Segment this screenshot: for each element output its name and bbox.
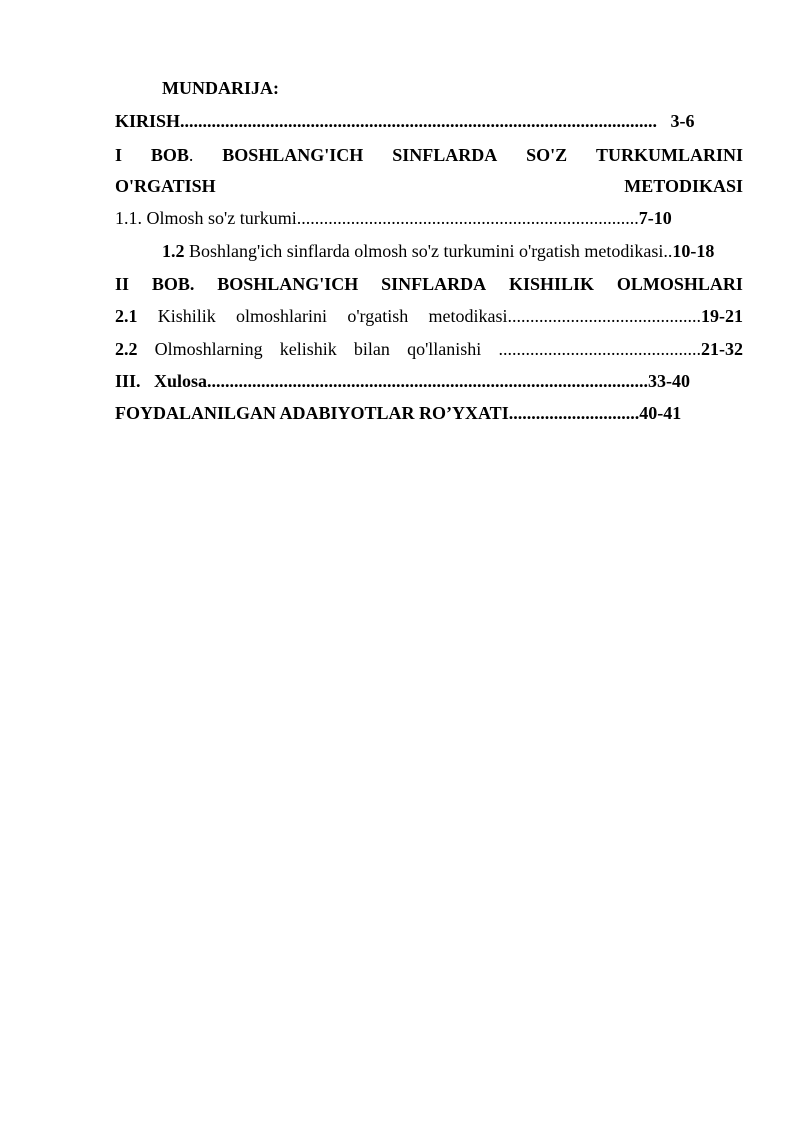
entry-pages: 40-41 <box>639 403 682 423</box>
entry-pages: 7-10 <box>638 208 672 228</box>
toc-entry-foydalanilgan[interactable] <box>115 400 743 426</box>
entry-number: 2.2 <box>115 339 138 359</box>
entry-leader: ............................................................................ <box>296 208 639 228</box>
toc-entry-2-2[interactable] <box>115 336 743 362</box>
word: kelishik <box>279 339 337 359</box>
word: bilan <box>353 339 390 359</box>
toc-entry-bob2[interactable] <box>115 271 743 297</box>
word: BOB. <box>150 145 194 165</box>
entry-number: 2.1 <box>115 306 138 326</box>
word: METODIKASI <box>624 176 743 196</box>
toc-entry-kirish[interactable] <box>115 108 743 134</box>
word: olmoshlarini <box>236 306 328 326</box>
entry-number: III. <box>115 371 141 391</box>
word: TURKUMLARINI <box>595 145 743 165</box>
word: II <box>115 274 130 294</box>
word: Kishilik <box>157 306 216 326</box>
word: KISHILIK <box>509 274 595 294</box>
word: SINFLARDA <box>392 145 498 165</box>
entry-label: 1.1. Olmosh so'z turkumi <box>115 208 297 228</box>
entry-label: Xulosa <box>154 371 208 391</box>
word: BOSHLANG'ICH <box>217 274 359 294</box>
entry-tail: metodikasi...........................................19-21 <box>428 306 743 326</box>
word: SINFLARDA <box>381 274 487 294</box>
toc-entry-bob1-line2[interactable] <box>115 173 743 199</box>
word: qo'llanishi <box>407 339 482 359</box>
entry-pages: 3-6 <box>670 111 695 131</box>
word: O'RGATISH <box>115 176 216 196</box>
toc-entry-1-1[interactable] <box>115 205 743 231</box>
word: BOSHLANG'ICH <box>222 145 364 165</box>
word: SO'Z <box>526 145 568 165</box>
word: o'rgatish <box>347 306 409 326</box>
entry-leader: ............................. <box>508 403 640 423</box>
word: BOB. <box>151 274 195 294</box>
toc-entry-xulosa[interactable] <box>115 368 743 394</box>
entry-label: FOYDALANILGAN ADABIYOTLAR RO’YXATI <box>115 403 509 423</box>
entry-pages: 33-40 <box>648 371 691 391</box>
word: OLMOSHLARI <box>616 274 743 294</box>
word: Olmoshlarning <box>154 339 263 359</box>
toc-entry-1-2[interactable] <box>162 238 714 264</box>
entry-leader: .................................................................................................. <box>207 371 649 391</box>
toc-entry-2-1[interactable] <box>115 303 743 329</box>
entry-pages: 10-18 <box>672 241 715 261</box>
word: I <box>115 145 123 165</box>
entry-tail: .............................................21-32 <box>498 339 743 359</box>
entry-label: Boshlang'ich sinflarda olmosh so'z turkumini o'rgatish metodikasi.. <box>184 241 673 261</box>
entry-label: KIRISH <box>115 111 181 131</box>
entry-leader: .......................................................................................................... <box>180 111 658 131</box>
entry-number: 1.2 <box>162 241 185 261</box>
toc-title: MUNDARIJA: <box>162 78 279 98</box>
toc-entry-bob1-line1[interactable] <box>115 142 743 168</box>
